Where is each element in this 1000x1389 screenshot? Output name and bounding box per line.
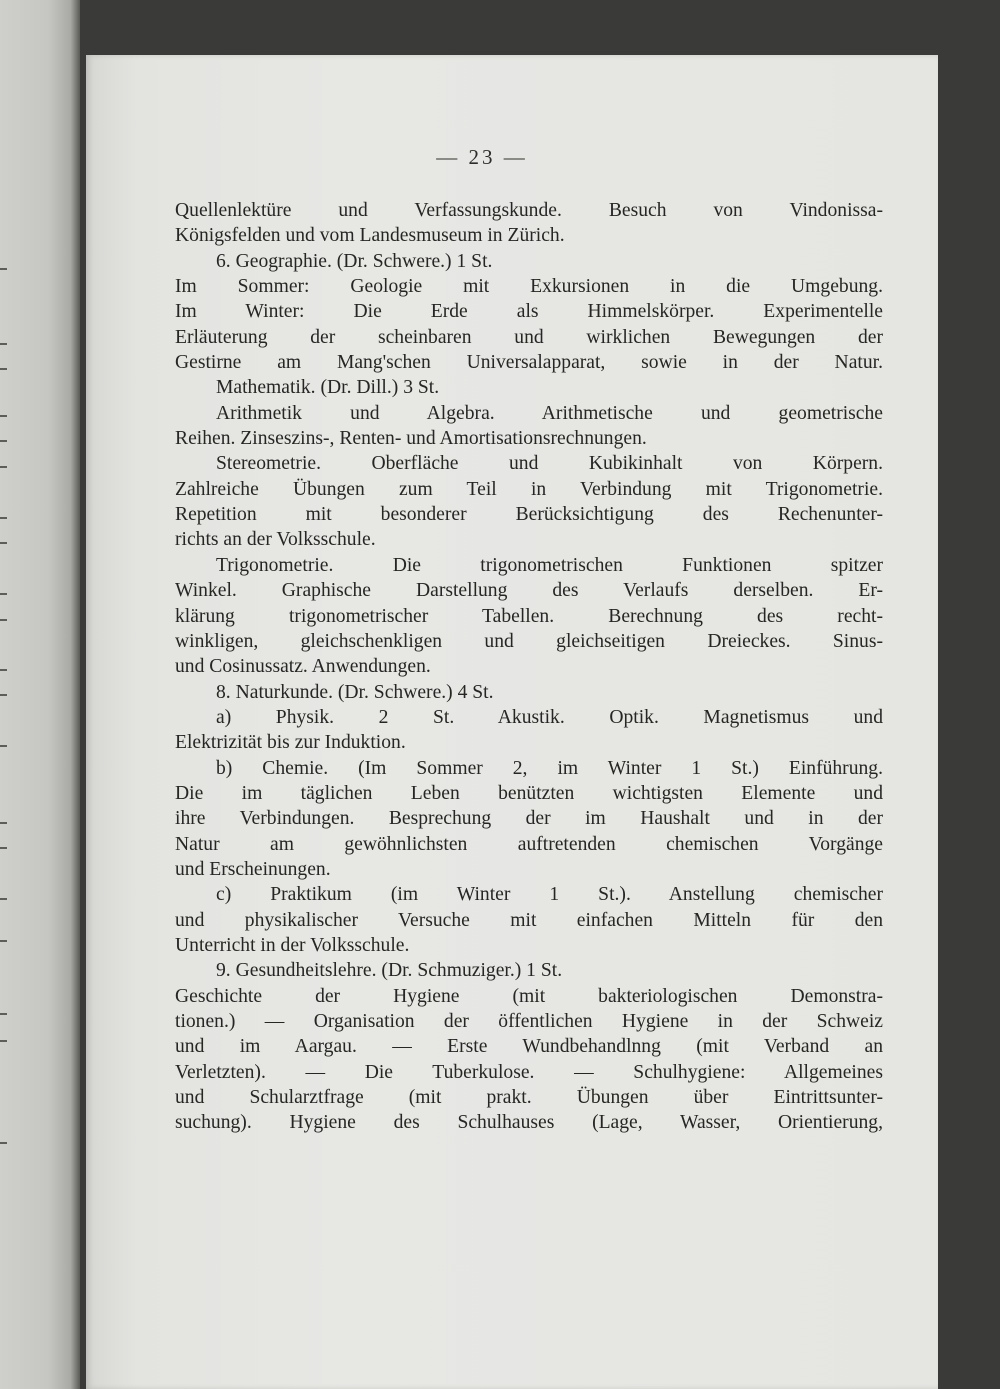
text-line: 9. Gesundheitslehre. (Dr. Schmuziger.) 1 St. (216, 960, 563, 982)
text-line: 8. Naturkunde. (Dr. Schwere.) 4 St. (216, 681, 494, 703)
text-line: Mathematik. (Dr. Dill.) 3 St. (216, 377, 440, 399)
text-line: Arithmetik und Algebra. Arithmetische und geometrische (216, 402, 883, 424)
text-line: Stereometrie. Oberfläche und Kubikinhalt von Körpern. (216, 453, 883, 475)
text-line: Geschichte der Hygiene (mit bakteriologischen Demonstra- (175, 985, 883, 1007)
text-line: und Erscheinungen. (175, 858, 331, 880)
text-line: Quellenlektüre und Verfassungskunde. Besuch von Vindonissa- (175, 200, 883, 221)
text-line: Zahlreiche Übungen zum Teil in Verbindung mit Trigonometrie. (175, 478, 883, 500)
text-line: richts an der Volksschule. (175, 529, 376, 551)
text-line: Winkel. Graphische Darstellung des Verlaufs derselben. Er- (175, 580, 883, 602)
text-line: tionen.) — Organisation der öffentlichen Hygiene in der Schweiz (175, 1011, 883, 1032)
text-line: 6. Geographie. (Dr. Schwere.) 1 St. (216, 250, 493, 272)
text-line: ihre Verbindungen. Besprechung der im Haushalt und in der (175, 808, 883, 830)
text-line: suchung). Hygiene des Schulhauses (Lage, Wasser, Orientierung, (175, 1112, 883, 1134)
text-line: c) Praktikum (im Winter 1 St.). Anstellung chemischer (216, 884, 883, 906)
text-line: und Schularztfrage (mit prakt. Übungen über Eintrittsunter- (175, 1087, 883, 1109)
text-line: Repetition mit besonderer Berücksichtigung des Rechenunter- (175, 504, 883, 526)
text-line: Verletzten). — Die Tuberkulose. — Schulhygiene: Allgemeines (175, 1061, 883, 1083)
text-line: winkligen, gleichschenkligen und gleichseitigen Dreieckes. Sinus- (175, 630, 883, 652)
page-number: — 23 — (436, 145, 528, 169)
text-line: Erläuterung der scheinbaren und wirklichen Bewegungen der (175, 326, 883, 348)
text-line: und physikalischer Versuche mit einfachen Mitteln für den (175, 909, 883, 931)
text-line: Trigonometrie. Die trigonometrischen Funktionen spitzer (216, 554, 883, 576)
text-line: Reihen. Zinseszins-, Renten- und Amortisationsrechnungen. (175, 428, 647, 450)
text-line: a) Physik. 2 St. Akustik. Optik. Magnetismus und (216, 706, 883, 728)
text-line: Im Winter: Die Erde als Himmelskörper. Experimentelle (175, 301, 883, 323)
book-page (86, 55, 938, 1389)
text-line: Gestirne am Mang'schen Universalapparat, sowie in der Natur. (175, 352, 883, 374)
text-line: Die im täglichen Leben benützten wichtigsten Elemente und (175, 782, 883, 804)
text-line: Unterricht in der Volksschule. (175, 934, 410, 956)
text-line: und Cosinussatz. Anwendungen. (175, 656, 431, 678)
text-line: Im Sommer: Geologie mit Exkursionen in die Umgebung. (175, 276, 883, 298)
previous-page-edge (0, 0, 80, 1389)
text-line: b) Chemie. (Im Sommer 2, im Winter 1 St.) Einführung. (216, 757, 883, 779)
text-line: und im Aargau. — Erste Wundbehandlnng (mit Verband an (175, 1036, 883, 1058)
text-line: klärung trigonometrischer Tabellen. Berechnung des recht- (175, 605, 883, 627)
text-line: Natur am gewöhnlichsten auftretenden chemischen Vorgänge (175, 833, 883, 855)
text-line: Königsfelden und vom Landesmuseum in Zürich. (175, 225, 565, 247)
text-line: Elektrizität bis zur Induktion. (175, 732, 406, 754)
body-text (175, 198, 883, 1136)
